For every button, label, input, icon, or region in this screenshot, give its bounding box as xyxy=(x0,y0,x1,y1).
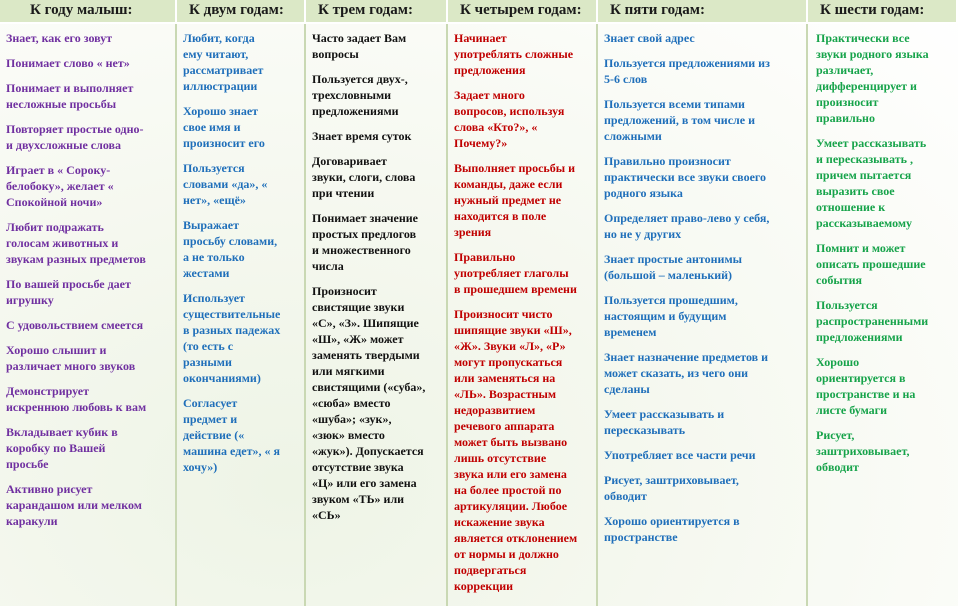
skill-item: Хорошо слышит и различает много звуков xyxy=(6,343,136,373)
skill-item: Вкладывает кубик в коробку по Вашей просьбе xyxy=(6,425,118,471)
header-age-5: К пяти годам: xyxy=(598,0,808,24)
skill-item: Выражает просьбу словами, а не только жестами xyxy=(183,218,278,280)
skill-item: Умеет рассказывать и пересказывать , причем пытается выразить свое отношение к рассказываемому xyxy=(816,136,927,230)
skill-item: Хорошо знает свое имя и произносит его xyxy=(183,104,265,150)
skill-item: Выполняет просьбы и команды, даже если нужный предмет не находится в поле зрения xyxy=(454,161,576,239)
skill-item: Демонстрирует искреннюю любовь к вам xyxy=(6,384,147,414)
skill-item: Повторяет простые одно- и двухсложные слова xyxy=(6,122,144,152)
skill-item: Часто задает Вам вопросы xyxy=(312,31,407,61)
skill-item: Любит подражать голосам животных и звукам разных предметов xyxy=(6,220,146,266)
skill-item: Произносит чисто шипящие звуки «Ш», «Ж». Звуки «Л», «Р» могут пропускаться или заменяться на «ЛЬ». Возрастным недоразвитием речевого аппарата может быть вызвано лишь отсутствие звука или его замена на более простой по артикуляции. Любое искажение звука является отклонением от нормы и должно подвергаться коррекции xyxy=(454,307,578,593)
skill-item: Играет в « Сороку- белобоку», желает « Спокойной ночи» xyxy=(6,163,114,209)
skill-item: Пользуется двух-, трехсловными предложениями xyxy=(312,72,408,118)
skill-item: Активно рисует карандашом или мелком каракули xyxy=(6,482,142,528)
skill-item: Согласует предмет и действие (« машина едет», « я хочу») xyxy=(183,396,281,474)
skill-item: Рисует, заштриховывает, обводит xyxy=(816,428,910,474)
skill-item: Рисует, заштриховывает, обводит xyxy=(604,473,739,503)
header-age-3: К трем годам: xyxy=(306,0,448,24)
skill-item: Знает время суток xyxy=(312,129,412,143)
skill-item: С удовольствием смеется xyxy=(6,318,144,332)
header-age-4: К четырем годам: xyxy=(448,0,598,24)
skill-item: Начинает употреблять сложные предложения xyxy=(454,31,574,77)
skill-item: Произносит свистящие звуки «С», «З». Шипящие «Ш», «Ж» может заменять твердыми или мягкими свистящими («суба», «сюба» вместо «шуба»; «зук», «зюк» вместо «жук»). Допускается отсутствие звука «Ц» или его замена звуком «ТЬ» или «СЬ» xyxy=(312,284,426,522)
skill-item: Практически все звуки родного языка различает, дифференцирует и произносит правильно xyxy=(816,31,929,125)
skill-item: Знает назначение предметов и может сказать, из чего они сделаны xyxy=(604,350,769,396)
skill-item: Правильно употребляет глаголы в прошедшем времени xyxy=(454,250,577,296)
skill-item: Знает свой адрес xyxy=(604,31,695,45)
skill-item: Пользуется предложениями из 5-6 слов xyxy=(604,56,770,86)
skill-item: Использует существительные в разных падежах (то есть с разными окончаниями) xyxy=(183,291,281,385)
skill-item: Понимает слово « нет» xyxy=(6,56,130,70)
column-age-4 xyxy=(448,24,598,606)
skill-item: Хорошо ориентируется в пространстве и на листе бумаги xyxy=(816,355,916,417)
skill-item: Понимает и выполняет несложные просьбы xyxy=(6,81,134,111)
skill-item: Пользуется прошедшим, настоящим и будущим временем xyxy=(604,293,738,339)
skill-item: Хорошо ориентируется в пространстве xyxy=(604,514,740,544)
skill-item: Пользуется распространенными предложениями xyxy=(816,298,929,344)
header-age-2: К двум годам: xyxy=(177,0,306,24)
skill-item: Задает много вопросов, используя слова «Кто?», « Почему?» xyxy=(454,88,565,150)
skill-item: Правильно произносит практически все звуки своего родного языка xyxy=(604,154,767,200)
skill-item: Пользуется всеми типами предложений, в том числе и сложными xyxy=(604,97,756,143)
skill-item: Знает, как его зовут xyxy=(6,31,113,45)
header-age-1: К году малыш: xyxy=(0,0,177,24)
skill-item: Любит, когда ему читают, рассматривает иллюстрации xyxy=(183,31,264,93)
header-age-6: К шести годам: xyxy=(808,0,958,24)
skill-item: Знает простые антонимы (большой – маленький) xyxy=(604,252,742,282)
column-age-2 xyxy=(177,24,306,606)
skill-item: Помнит и может описать прошедшие события xyxy=(816,241,926,287)
skill-item: Употребляет все части речи xyxy=(604,448,756,462)
column-age-5 xyxy=(598,24,808,606)
skill-item: По вашей просьбе дает игрушку xyxy=(6,277,131,307)
skill-item: Пользуется словами «да», « нет», «ещё» xyxy=(183,161,268,207)
skill-item: Умеет рассказывать и пересказывать xyxy=(604,407,725,437)
skill-item: Понимает значение простых предлогов и множественного числа xyxy=(312,211,418,273)
column-age-6 xyxy=(808,24,958,606)
column-age-1 xyxy=(0,24,177,606)
skill-item: Договаривает звуки, слоги, слова при чтении xyxy=(312,154,416,200)
column-age-3 xyxy=(306,24,448,606)
skill-item: Определяет право-лево у себя, но не у других xyxy=(604,211,770,241)
